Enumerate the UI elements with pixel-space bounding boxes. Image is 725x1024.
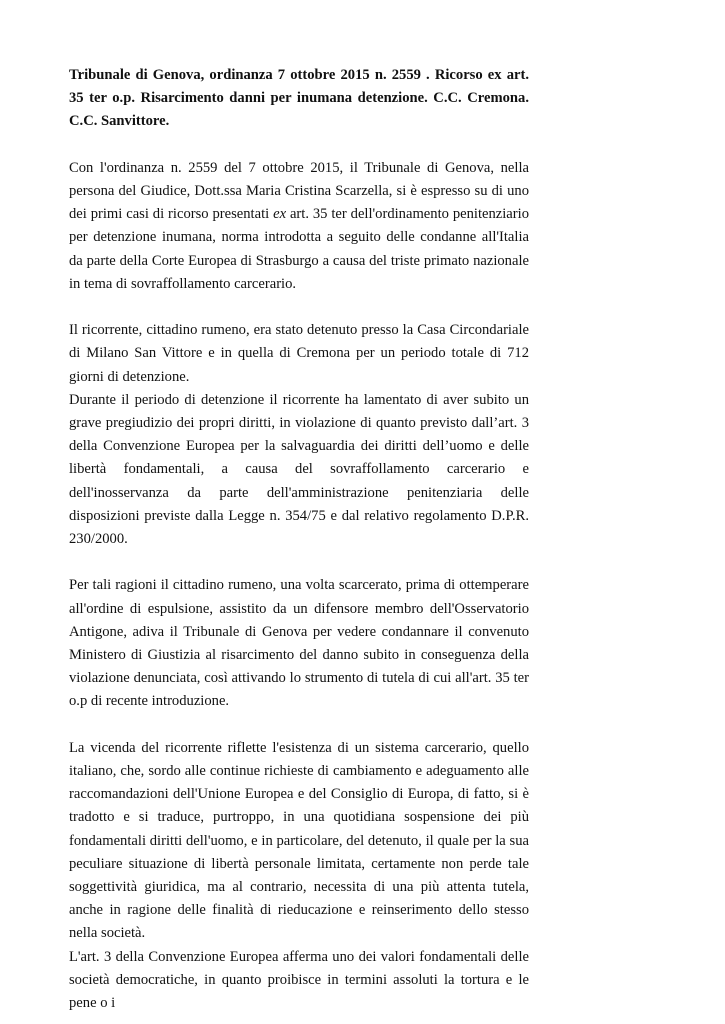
- paragraph-vicenda: La vicenda del ricorrente riflette l'esistenza di un sistema carcerario, quello italiano, che, sordo alle continue richieste di cambiamento e adeguamento alle raccomandazioni dell'Unione Europea e del Consiglio di Europa, di fatto, si è tradotto e si traduce, purtroppo, in una quotidiana sospensione dei più fondamentali diritti dell'uomo, e in particolare, del detenuto, il quale per la sua peculiare situazione di libertà personale limitata, certamente non perde tale soggettività giuridica, ma al contrario, necessita di una più attenta tutela, anche in ragione delle finalità di rieducazione e reinserimento dello stesso nella società.: [69, 739, 529, 942]
- paragraph-ragioni: Per tali ragioni il cittadino rumeno, una volta scarcerato, prima di ottemperare all'ordine di espulsione, assistito da un difensore membro dell'Osservatorio Antigone, adiva il Tribunale di Genova per vedere condannare il convenuto Ministero di Giustizia al risarcimento del danno subito in conseguenza della violazione denunciata, così attivando lo strumento di tutela di cui all'art. 35 ter o.p di recente introduzione.: [69, 577, 529, 710]
- document-body: [69, 64, 529, 1015]
- paragraph-text: Con l'ordinanza n. 2559 del 7 ottobre 2015, il Tribunale di Genova, nella persona del Giudice, Dott.ssa Maria Cristina Scarzella, si è espresso su di uno dei primi casi di ricorso presentati: [69, 159, 529, 223]
- paragraph-ricorrente: Il ricorrente, cittadino rumeno, era stato detenuto presso la Casa Circondariale di Milano San Vittore e in quella di Cremona per un periodo totale di 712 giorni di detenzione.: [69, 322, 529, 385]
- paragraph-ordinanza: [69, 157, 529, 296]
- spacer: [69, 296, 529, 319]
- spacer: [69, 134, 529, 157]
- spacer: [69, 551, 529, 574]
- paragraph-art3: L'art. 3 della Convenzione Europea afferma uno dei valori fondamentali delle società democratiche, in quanto proibisce in termini assoluti la tortura e le pene o i: [69, 948, 529, 1012]
- document-title: Tribunale di Genova, ordinanza 7 ottobre 2015 n. 2559 . Ricorso ex art. 35 ter o.p. Risarcimento danni per inumana detenzione. C.C. Cremona. C.C. Sanvittore.: [69, 67, 529, 130]
- italic-term: ex: [273, 206, 287, 223]
- paragraph-periodo-detenzione: Durante il periodo di detenzione il ricorrente ha lamentato di aver subito un grave pregiudizio dei propri diritti, in violazione di quanto previsto dall’art. 3 della Convenzione Europea per la salvaguardia dei diritti dell’uomo e delle libertà fondamentali, a causa del sovraffollamento carcerario e dell'inosservanza da parte dell'amministrazione penitenziaria delle disposizioni previste dalla Legge n. 354/75 e dal relativo regolamento D.P.R. 230/2000.: [69, 391, 529, 548]
- paragraph-text: art. 35 ter dell'ordinamento penitenziario per detenzione inumana, norma introdotta a seguito delle condanne all'Italia da parte della Corte Europea di Strasburgo a causa del triste primato nazionale in tema di sovraffollamento carcerario.: [69, 206, 529, 292]
- spacer: [69, 714, 529, 737]
